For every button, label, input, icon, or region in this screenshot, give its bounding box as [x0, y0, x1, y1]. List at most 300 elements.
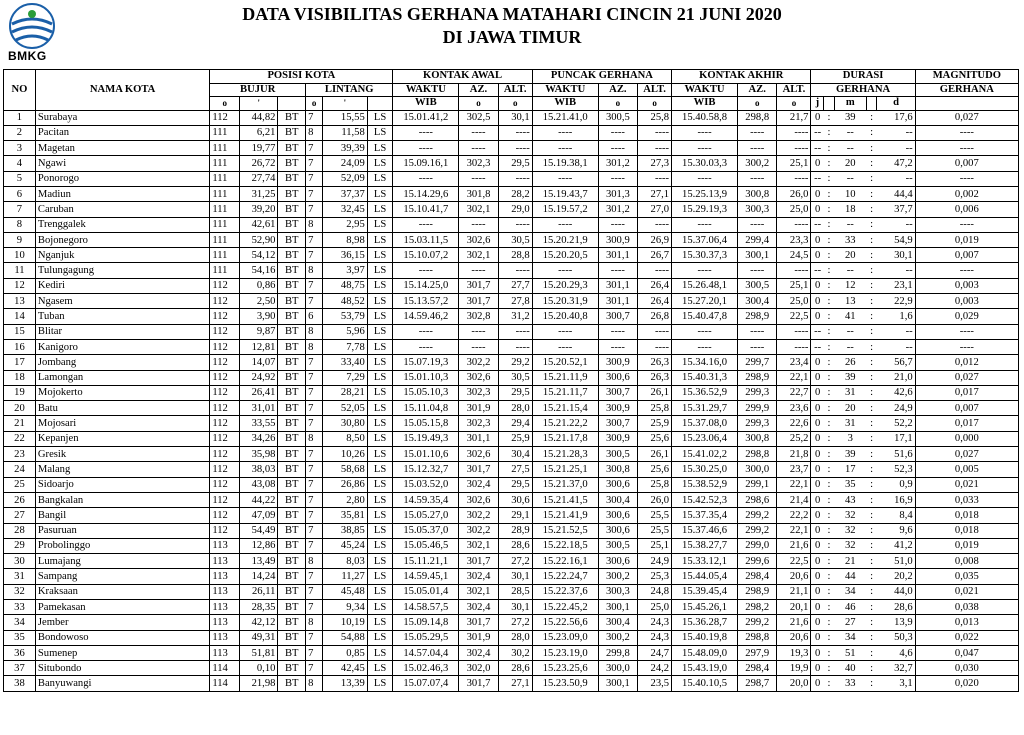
- durasi-j: 0: [811, 492, 824, 507]
- magnitudo: 0,003: [915, 294, 1018, 309]
- bujur-deg: 112: [210, 324, 240, 339]
- lintang-deg: 7: [306, 508, 323, 523]
- lintang-deg: 7: [306, 416, 323, 431]
- akhir-waktu: 15.45.26,1: [672, 600, 738, 615]
- durasi-j: 0: [811, 645, 824, 660]
- durasi-sep2: :: [866, 401, 877, 416]
- magnitudo: 0,007: [915, 156, 1018, 171]
- bujur-min: 12,86: [240, 538, 278, 553]
- lintang-deg: 8: [306, 125, 323, 140]
- durasi-d: 8,4: [877, 508, 915, 523]
- akhir-waktu: 15.25.13,9: [672, 186, 738, 201]
- awal-alt: 28,2: [498, 186, 532, 201]
- awal-az: 301,1: [459, 431, 498, 446]
- akhir-waktu: 15.36.52,9: [672, 385, 738, 400]
- magnitudo: 0,013: [915, 615, 1018, 630]
- city-name: Sampang: [35, 569, 209, 584]
- puncak-waktu: 15.21.22,2: [532, 416, 598, 431]
- durasi-d: --: [877, 263, 915, 278]
- lintang-min: 9,34: [323, 600, 368, 615]
- akhir-waktu: 15.41.02,2: [672, 447, 738, 462]
- row-no: 37: [4, 661, 36, 676]
- lintang-dir: LS: [367, 630, 393, 645]
- lintang-min: 36,15: [323, 248, 368, 263]
- durasi-sep1: :: [824, 630, 835, 645]
- row-no: 36: [4, 645, 36, 660]
- durasi-j: 0: [811, 385, 824, 400]
- magnitudo: ----: [915, 171, 1018, 186]
- durasi-d: 24,9: [877, 401, 915, 416]
- durasi-j: 0: [811, 110, 824, 125]
- bujur-min: 13,49: [240, 554, 278, 569]
- durasi-d: 56,7: [877, 355, 915, 370]
- row-no: 35: [4, 630, 36, 645]
- durasi-d: 22,9: [877, 294, 915, 309]
- durasi-sep1: :: [824, 554, 835, 569]
- bujur-min: 12,81: [240, 339, 278, 354]
- awal-az: 302,6: [459, 447, 498, 462]
- bujur-dir: BT: [278, 615, 306, 630]
- awal-waktu: 14.59.46,2: [393, 309, 459, 324]
- magnitudo: 0,027: [915, 370, 1018, 385]
- puncak-waktu: ----: [532, 263, 598, 278]
- bujur-dir: BT: [278, 584, 306, 599]
- lintang-deg: 8: [306, 554, 323, 569]
- akhir-alt: 22,5: [777, 309, 811, 324]
- lintang-dir: LS: [367, 600, 393, 615]
- bujur-dir: BT: [278, 232, 306, 247]
- bujur-dir: BT: [278, 248, 306, 263]
- puncak-alt: 24,8: [638, 584, 672, 599]
- durasi-m: 12: [834, 278, 866, 293]
- lintang-deg: 7: [306, 538, 323, 553]
- bujur-deg: 112: [210, 462, 240, 477]
- puncak-alt: 26,8: [638, 309, 672, 324]
- awal-waktu: 15.05.15,8: [393, 416, 459, 431]
- table-row: [4, 462, 1019, 477]
- durasi-m: 43: [834, 492, 866, 507]
- durasi-sep2: :: [866, 171, 877, 186]
- durasi-d: 52,3: [877, 462, 915, 477]
- durasi-sep2: :: [866, 202, 877, 217]
- awal-az: 301,7: [459, 294, 498, 309]
- city-name: Bojonegoro: [35, 232, 209, 247]
- durasi-sep2: :: [866, 431, 877, 446]
- col-nama-kota: NAMA KOTA: [35, 70, 209, 111]
- durasi-j: --: [811, 217, 824, 232]
- awal-az: 302,1: [459, 538, 498, 553]
- awal-az: 302,1: [459, 202, 498, 217]
- bujur-deg: 113: [210, 538, 240, 553]
- lintang-dir: LS: [367, 462, 393, 477]
- magnitudo: 0,027: [915, 447, 1018, 462]
- durasi-m: 17: [834, 462, 866, 477]
- city-name: Ngasem: [35, 294, 209, 309]
- bujur-min: 28,35: [240, 600, 278, 615]
- durasi-m: 33: [834, 676, 866, 691]
- col-kontak-akhir: KONTAK AKHIR: [672, 70, 811, 84]
- durasi-j: 0: [811, 462, 824, 477]
- puncak-waktu: 15.22.45,2: [532, 600, 598, 615]
- bujur-min: 44,82: [240, 110, 278, 125]
- awal-az: ----: [459, 339, 498, 354]
- akhir-waktu: ----: [672, 141, 738, 156]
- akhir-alt: 25,2: [777, 431, 811, 446]
- akhir-alt: 21,6: [777, 538, 811, 553]
- puncak-waktu: 15.20.21,9: [532, 232, 598, 247]
- akhir-alt: 20,0: [777, 676, 811, 691]
- bujur-dir: BT: [278, 661, 306, 676]
- puncak-az: 300,4: [598, 492, 637, 507]
- lintang-deg: 7: [306, 600, 323, 615]
- unit-m: m: [834, 97, 866, 111]
- puncak-waktu: 15.19.38,1: [532, 156, 598, 171]
- durasi-j: 0: [811, 447, 824, 462]
- bujur-min: 39,20: [240, 202, 278, 217]
- puncak-alt: 25,6: [638, 431, 672, 446]
- awal-waktu: 15.05.37,0: [393, 523, 459, 538]
- durasi-sep2: :: [866, 523, 877, 538]
- bujur-min: 33,55: [240, 416, 278, 431]
- unit-az-puncak: o: [598, 97, 637, 111]
- durasi-d: --: [877, 217, 915, 232]
- bujur-deg: 113: [210, 554, 240, 569]
- durasi-sep2: :: [866, 232, 877, 247]
- durasi-j: 0: [811, 615, 824, 630]
- magnitudo: 0,020: [915, 676, 1018, 691]
- table-row: [4, 630, 1019, 645]
- row-no: 27: [4, 508, 36, 523]
- bujur-dir: BT: [278, 186, 306, 201]
- puncak-az: 300,5: [598, 538, 637, 553]
- durasi-sep2: :: [866, 156, 877, 171]
- durasi-j: 0: [811, 600, 824, 615]
- durasi-sep2: :: [866, 600, 877, 615]
- puncak-waktu: 15.21.52,5: [532, 523, 598, 538]
- bujur-dir: BT: [278, 600, 306, 615]
- bujur-dir: BT: [278, 125, 306, 140]
- durasi-d: 37,7: [877, 202, 915, 217]
- unit-alt-awal: o: [498, 97, 532, 111]
- puncak-az: 300,6: [598, 370, 637, 385]
- magnitudo: 0,007: [915, 401, 1018, 416]
- city-name: Magetan: [35, 141, 209, 156]
- durasi-j: 0: [811, 661, 824, 676]
- magnitudo: 0,033: [915, 492, 1018, 507]
- bujur-deg: 112: [210, 278, 240, 293]
- table-row: [4, 615, 1019, 630]
- awal-alt: 30,6: [498, 492, 532, 507]
- durasi-sep1: :: [824, 401, 835, 416]
- puncak-az: 300,2: [598, 569, 637, 584]
- durasi-sep2: :: [866, 110, 877, 125]
- puncak-az: 300,1: [598, 600, 637, 615]
- puncak-az: ----: [598, 171, 637, 186]
- awal-az: 302,3: [459, 156, 498, 171]
- col-waktu-awal: WAKTU: [393, 83, 459, 97]
- durasi-sep1: :: [824, 615, 835, 630]
- durasi-m: 10: [834, 186, 866, 201]
- city-name: Mojokerto: [35, 385, 209, 400]
- bujur-deg: 112: [210, 477, 240, 492]
- magnitudo: ----: [915, 141, 1018, 156]
- puncak-waktu: ----: [532, 217, 598, 232]
- akhir-waktu: 15.26.48,1: [672, 278, 738, 293]
- awal-alt: 30,1: [498, 600, 532, 615]
- durasi-j: --: [811, 141, 824, 156]
- lintang-deg: 7: [306, 232, 323, 247]
- city-name: Trenggalek: [35, 217, 209, 232]
- akhir-waktu: 15.40.31,3: [672, 370, 738, 385]
- puncak-waktu: ----: [532, 339, 598, 354]
- awal-az: 302,4: [459, 645, 498, 660]
- akhir-az: 299,3: [738, 385, 777, 400]
- akhir-waktu: 15.34.16,0: [672, 355, 738, 370]
- akhir-az: 300,3: [738, 202, 777, 217]
- durasi-d: --: [877, 141, 915, 156]
- table-row: [4, 385, 1019, 400]
- puncak-waktu: ----: [532, 171, 598, 186]
- akhir-alt: 25,0: [777, 202, 811, 217]
- table-row: [4, 600, 1019, 615]
- puncak-waktu: 15.21.25,1: [532, 462, 598, 477]
- akhir-az: 298,4: [738, 661, 777, 676]
- row-no: 4: [4, 156, 36, 171]
- puncak-waktu: ----: [532, 324, 598, 339]
- durasi-m: --: [834, 217, 866, 232]
- lintang-dir: LS: [367, 661, 393, 676]
- awal-waktu: 15.11.21,1: [393, 554, 459, 569]
- durasi-m: 27: [834, 615, 866, 630]
- bujur-min: 47,09: [240, 508, 278, 523]
- durasi-sep2: :: [866, 645, 877, 660]
- awal-waktu: 15.07.07,4: [393, 676, 459, 691]
- city-name: Tulungagung: [35, 263, 209, 278]
- city-name: Bondowoso: [35, 630, 209, 645]
- puncak-waktu: ----: [532, 125, 598, 140]
- awal-az: 302,6: [459, 232, 498, 247]
- durasi-sep1: :: [824, 661, 835, 676]
- lintang-deg: 7: [306, 447, 323, 462]
- col-az-puncak: AZ.: [598, 83, 637, 97]
- puncak-waktu: 15.21.11,7: [532, 385, 598, 400]
- row-no: 11: [4, 263, 36, 278]
- lintang-deg: 7: [306, 202, 323, 217]
- akhir-az: 298,8: [738, 110, 777, 125]
- bujur-dir: BT: [278, 431, 306, 446]
- durasi-sep1: :: [824, 110, 835, 125]
- bujur-dir: BT: [278, 110, 306, 125]
- durasi-j: --: [811, 324, 824, 339]
- awal-alt: 27,7: [498, 278, 532, 293]
- durasi-sep2: :: [866, 141, 877, 156]
- awal-waktu: 14.59.45,1: [393, 569, 459, 584]
- awal-az: 301,9: [459, 401, 498, 416]
- city-name: Pamekasan: [35, 600, 209, 615]
- unit-bujur-blank: [278, 97, 306, 111]
- durasi-sep1: :: [824, 523, 835, 538]
- lintang-min: 3,97: [323, 263, 368, 278]
- lintang-deg: 8: [306, 676, 323, 691]
- awal-az: ----: [459, 217, 498, 232]
- city-name: Jombang: [35, 355, 209, 370]
- lintang-deg: 7: [306, 492, 323, 507]
- akhir-alt: 22,6: [777, 416, 811, 431]
- puncak-alt: 26,4: [638, 278, 672, 293]
- akhir-alt: ----: [777, 141, 811, 156]
- bujur-dir: BT: [278, 202, 306, 217]
- puncak-az: 300,7: [598, 309, 637, 324]
- table-row: [4, 569, 1019, 584]
- awal-alt: 29,2: [498, 355, 532, 370]
- col-waktu-puncak: WAKTU: [532, 83, 598, 97]
- akhir-alt: 25,1: [777, 156, 811, 171]
- lintang-dir: LS: [367, 538, 393, 553]
- puncak-alt: 26,9: [638, 232, 672, 247]
- durasi-sep1: :: [824, 294, 835, 309]
- bujur-deg: 113: [210, 569, 240, 584]
- durasi-d: 44,0: [877, 584, 915, 599]
- bujur-dir: BT: [278, 309, 306, 324]
- bujur-deg: 113: [210, 584, 240, 599]
- puncak-az: 301,2: [598, 202, 637, 217]
- puncak-alt: 25,9: [638, 416, 672, 431]
- akhir-waktu: 15.40.10,5: [672, 676, 738, 691]
- akhir-waktu: ----: [672, 171, 738, 186]
- lintang-dir: LS: [367, 385, 393, 400]
- lintang-dir: LS: [367, 309, 393, 324]
- durasi-d: 16,9: [877, 492, 915, 507]
- awal-alt: ----: [498, 217, 532, 232]
- akhir-az: 300,8: [738, 431, 777, 446]
- col-az-akhir: AZ.: [738, 83, 777, 97]
- table-row: [4, 202, 1019, 217]
- durasi-j: --: [811, 263, 824, 278]
- lintang-min: 10,26: [323, 447, 368, 462]
- awal-alt: 28,9: [498, 523, 532, 538]
- awal-waktu: 15.19.49,3: [393, 431, 459, 446]
- row-no: 8: [4, 217, 36, 232]
- durasi-j: 0: [811, 309, 824, 324]
- bujur-deg: 112: [210, 309, 240, 324]
- akhir-az: 300,4: [738, 294, 777, 309]
- table-row: [4, 339, 1019, 354]
- awal-az: 301,7: [459, 278, 498, 293]
- magnitudo: 0,005: [915, 462, 1018, 477]
- durasi-sep1: :: [824, 447, 835, 462]
- durasi-m: 3: [834, 431, 866, 446]
- city-name: Sidoarjo: [35, 477, 209, 492]
- durasi-j: 0: [811, 676, 824, 691]
- puncak-az: 300,6: [598, 554, 637, 569]
- akhir-alt: ----: [777, 125, 811, 140]
- puncak-waktu: 15.23.50,9: [532, 676, 598, 691]
- city-name: Bangkalan: [35, 492, 209, 507]
- city-name: Pacitan: [35, 125, 209, 140]
- lintang-min: 45,24: [323, 538, 368, 553]
- durasi-j: --: [811, 125, 824, 140]
- awal-alt: 30,1: [498, 110, 532, 125]
- bujur-dir: BT: [278, 294, 306, 309]
- puncak-alt: 26,0: [638, 492, 672, 507]
- puncak-az: ----: [598, 324, 637, 339]
- puncak-alt: 27,3: [638, 156, 672, 171]
- bujur-dir: BT: [278, 401, 306, 416]
- akhir-az: ----: [738, 217, 777, 232]
- durasi-j: --: [811, 339, 824, 354]
- puncak-alt: 23,5: [638, 676, 672, 691]
- durasi-sep2: :: [866, 248, 877, 263]
- lintang-dir: LS: [367, 232, 393, 247]
- bujur-min: 42,12: [240, 615, 278, 630]
- bujur-min: 35,98: [240, 447, 278, 462]
- akhir-alt: 25,0: [777, 294, 811, 309]
- bujur-min: 3,90: [240, 309, 278, 324]
- magnitudo: 0,022: [915, 630, 1018, 645]
- akhir-alt: 23,6: [777, 401, 811, 416]
- lintang-min: 11,58: [323, 125, 368, 140]
- awal-waktu: 15.09.16,1: [393, 156, 459, 171]
- durasi-j: 0: [811, 248, 824, 263]
- bujur-min: 26,11: [240, 584, 278, 599]
- table-row: [4, 156, 1019, 171]
- puncak-az: 300,9: [598, 431, 637, 446]
- awal-waktu: 15.03.52,0: [393, 477, 459, 492]
- durasi-sep1: :: [824, 324, 835, 339]
- awal-az: 302,3: [459, 416, 498, 431]
- akhir-az: 297,9: [738, 645, 777, 660]
- akhir-az: 300,5: [738, 278, 777, 293]
- awal-waktu: 15.01.10,3: [393, 370, 459, 385]
- durasi-sep2: :: [866, 508, 877, 523]
- durasi-sep1: :: [824, 248, 835, 263]
- durasi-j: 0: [811, 569, 824, 584]
- durasi-sep1: :: [824, 584, 835, 599]
- akhir-alt: 21,8: [777, 447, 811, 462]
- unit-magnitudo-blank: [915, 97, 1018, 111]
- bujur-min: 44,22: [240, 492, 278, 507]
- durasi-sep2: :: [866, 416, 877, 431]
- lintang-deg: 7: [306, 278, 323, 293]
- table-row: [4, 676, 1019, 691]
- awal-waktu: 15.05.46,5: [393, 538, 459, 553]
- awal-az: 301,7: [459, 676, 498, 691]
- bujur-min: 54,16: [240, 263, 278, 278]
- durasi-sep2: :: [866, 217, 877, 232]
- durasi-m: 26: [834, 355, 866, 370]
- akhir-waktu: 15.30.37,3: [672, 248, 738, 263]
- lintang-min: 37,37: [323, 186, 368, 201]
- akhir-az: 299,4: [738, 232, 777, 247]
- magnitudo: 0,000: [915, 431, 1018, 446]
- unit-wib-puncak: WIB: [532, 97, 598, 111]
- row-no: 38: [4, 676, 36, 691]
- awal-az: ----: [459, 141, 498, 156]
- durasi-sep2: :: [866, 676, 877, 691]
- akhir-az: 299,6: [738, 554, 777, 569]
- table-row: [4, 523, 1019, 538]
- durasi-sep2: :: [866, 554, 877, 569]
- magnitudo: 0,006: [915, 202, 1018, 217]
- lintang-dir: LS: [367, 523, 393, 538]
- city-name: Batu: [35, 401, 209, 416]
- akhir-alt: ----: [777, 263, 811, 278]
- awal-az: 301,9: [459, 630, 498, 645]
- durasi-j: 0: [811, 538, 824, 553]
- akhir-waktu: 15.30.25,0: [672, 462, 738, 477]
- lintang-dir: LS: [367, 416, 393, 431]
- durasi-m: 21: [834, 554, 866, 569]
